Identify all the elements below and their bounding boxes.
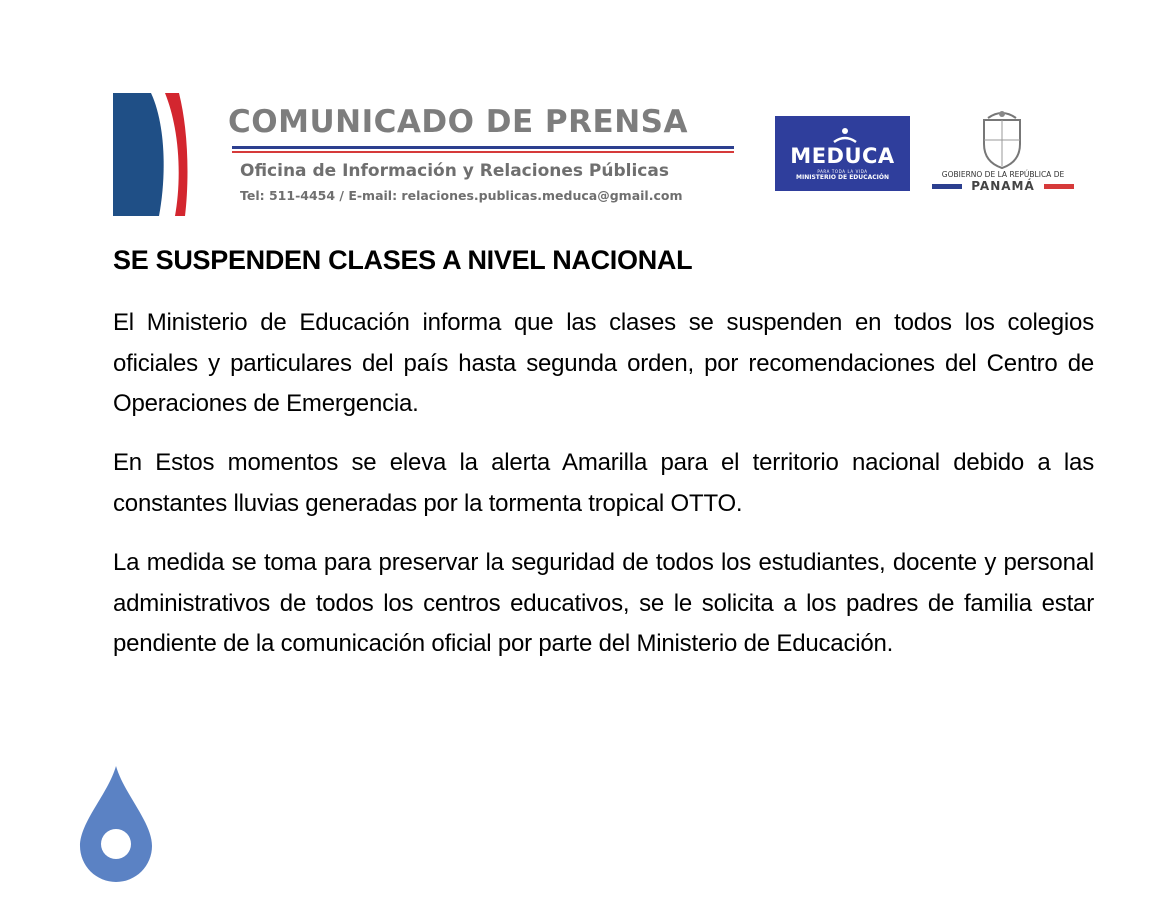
meduca-tagline: PARA TODA LA VIDA [817,169,868,174]
government-label: GOBIERNO DE LA REPÚBLICA DE [941,170,1065,179]
article-paragraph-1: El Ministerio de Educación informa que las clases se suspenden en todos los colegios oficiales y particulares del país hasta segunda orden, por recomendaciones del Centro de Operaciones de Emergencia. [113,309,1094,417]
water-drop-icon [78,764,154,882]
article-headline: SE SUSPENDEN CLASES A NIVEL NACIONAL [113,245,693,275]
article-paragraph-3: La medida se toma para preservar la seguridad de todos los estudiantes, docente y personal administrativos de todos los centros educativos, se le solicita a los padres de familia estar pendiente de la comunicación oficial por parte del Ministerio de Educación. [113,549,1094,657]
contact-info: Tel: 511-4454 / E-mail: relaciones.publicas.meduca@gmail.com [240,188,683,203]
title-rule-blue [232,146,734,149]
meduca-name: MEDUCA [790,144,895,168]
government-logo [930,110,1076,196]
article-paragraph-2: En Estos momentos se eleva la alerta Amarilla para el territorio nacional debido a las constantes lluvias generadas por la tormenta tropical OTTO. [113,449,1094,517]
office-name: Oficina de Información y Relaciones Públicas [240,161,669,181]
meduca-logo [775,116,910,191]
coat-of-arms-icon [974,110,1030,170]
meduca-subtitle: MINISTERIO DE EDUCACIÓN [796,174,889,181]
gov-bar-red [1044,184,1074,189]
press-header [0,0,1165,230]
press-release-title: COMUNICADO DE PRENSA [228,104,688,140]
reading-figure-icon [830,126,860,146]
title-rule-red [232,151,734,153]
flag-stripes-logo [113,93,189,216]
country-name: PANAMÁ [971,179,1035,193]
